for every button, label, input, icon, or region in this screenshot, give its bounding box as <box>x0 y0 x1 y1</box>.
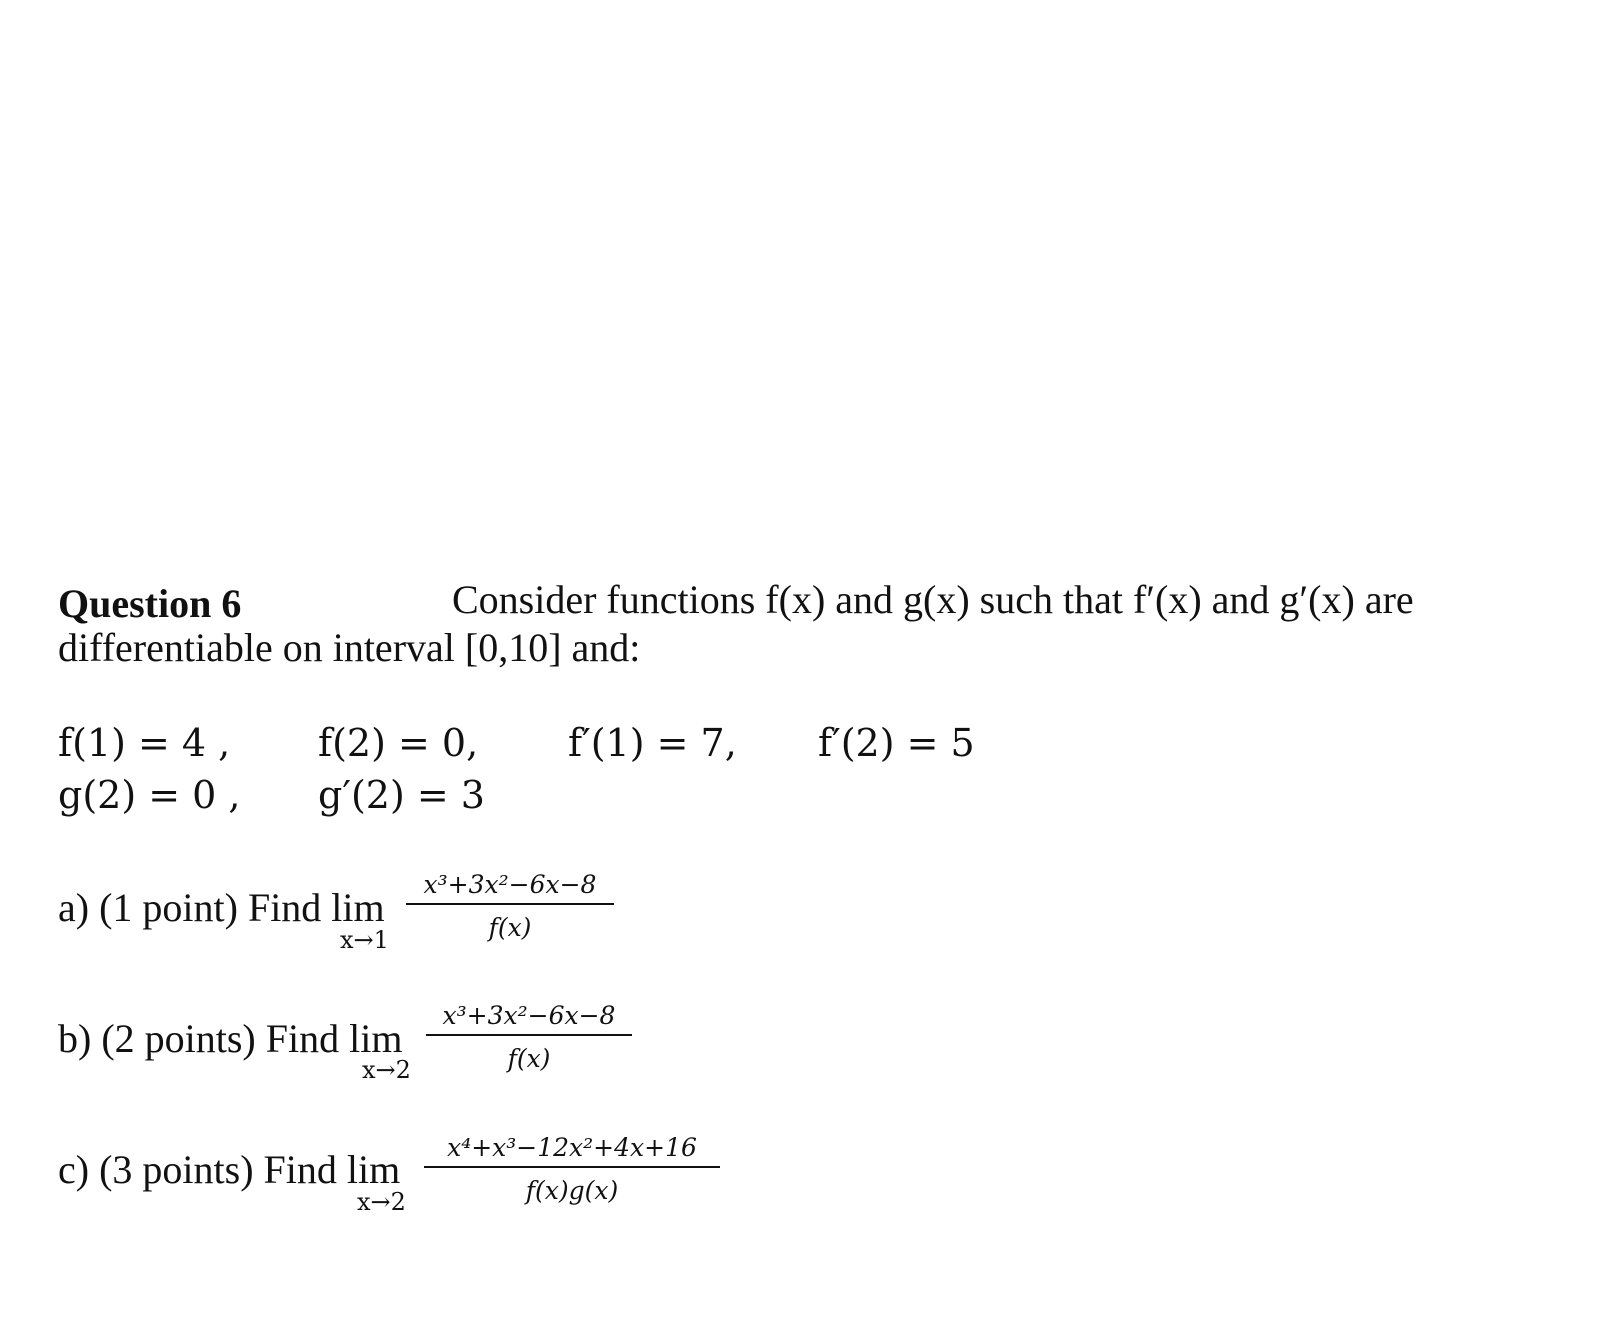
given-f1: f(1) = 4 , <box>58 721 231 765</box>
part-a-numerator: x³+3x²−6x−8 <box>423 870 597 899</box>
part-c-fraction <box>424 1135 720 1203</box>
question-title: Question 6 <box>58 581 242 626</box>
part-c-numerator: x⁴+x³−12x²+4x+16 <box>447 1133 697 1162</box>
part-a-fraction <box>406 872 614 940</box>
part-a-limit-sub: x→1 <box>340 926 389 954</box>
given-f2: f(2) = 0, <box>318 721 479 765</box>
part-b-numerator: x³+3x²−6x−8 <box>442 1001 616 1030</box>
given-gprime2: g′(2) = 3 <box>318 773 485 817</box>
given-fprime1: f′(1) = 7, <box>568 721 737 765</box>
question-intro-line2: differentiable on interval [0,10] and: <box>58 625 641 670</box>
given-fprime2: f′(2) = 5 <box>818 721 975 765</box>
part-c-limit-sub: x→2 <box>357 1188 406 1216</box>
question-intro-line1: Consider functions f(x) and g(x) such that f′(x) and g′(x) are <box>452 577 1414 622</box>
part-b-denominator: f(x) <box>507 1044 551 1073</box>
part-a-label: a) (1 point) Find lim <box>58 885 385 930</box>
given-g2: g(2) = 0 , <box>58 773 241 817</box>
part-b-limit-sub: x→2 <box>362 1056 411 1084</box>
part-b-fraction <box>426 1003 632 1071</box>
part-c-label: c) (3 points) Find lim <box>58 1147 401 1192</box>
part-c-denominator: f(x)g(x) <box>525 1176 619 1205</box>
part-b-label: b) (2 points) Find lim <box>58 1016 403 1061</box>
part-a-denominator: f(x) <box>488 913 532 942</box>
